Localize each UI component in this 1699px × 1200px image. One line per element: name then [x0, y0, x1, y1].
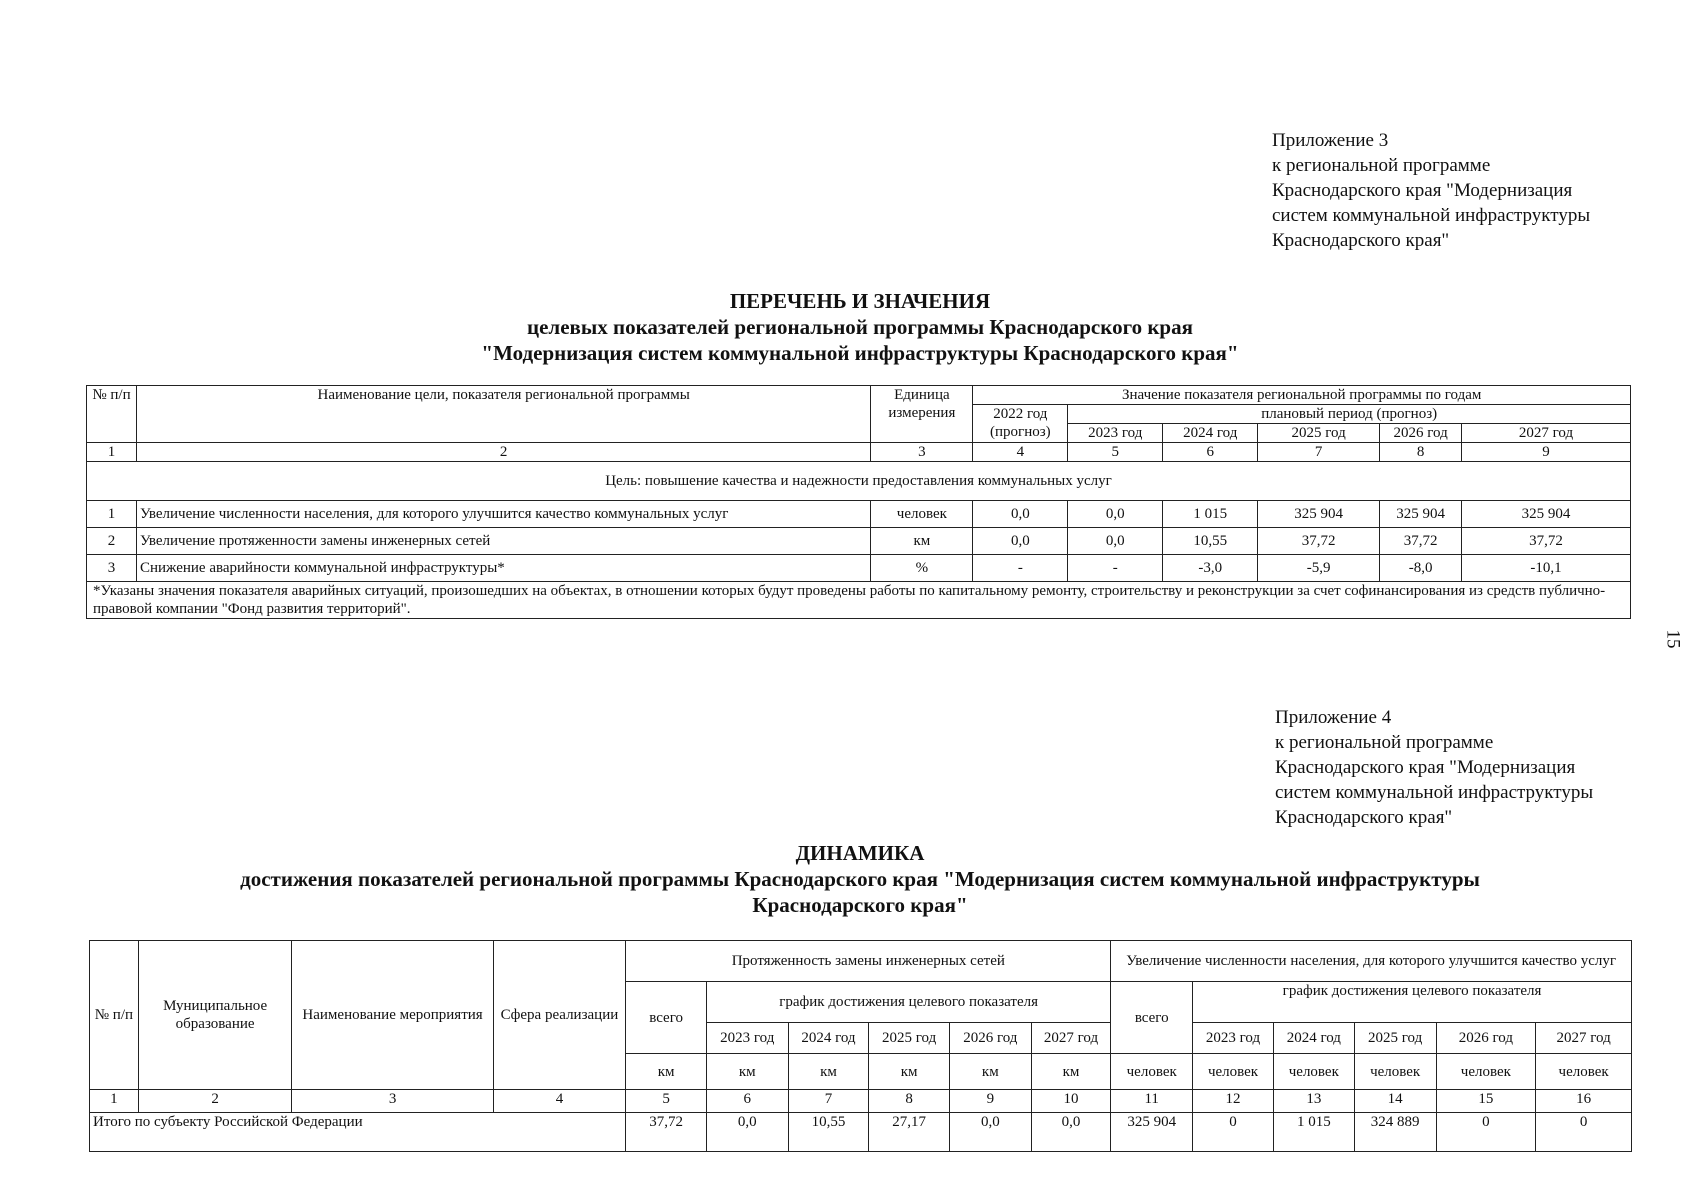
- row-value: -10,1: [1462, 555, 1631, 582]
- appendix-line: к региональной программе: [1272, 155, 1491, 176]
- row-value: -: [1068, 555, 1163, 582]
- appendix-line: систем коммунальной инфраструктуры: [1275, 782, 1594, 803]
- header-unit: Единица измерения: [871, 386, 973, 443]
- unit-people: человек: [1536, 1054, 1632, 1090]
- col-number: 14: [1354, 1090, 1436, 1113]
- col-number: 5: [626, 1090, 707, 1113]
- col-number: 8: [869, 1090, 950, 1113]
- row-value: 0,0: [1068, 501, 1163, 528]
- header-length: Протяженность замены инженерных сетей: [626, 941, 1111, 982]
- header-municipality: Муниципальное образование: [138, 941, 292, 1090]
- appendix-3-header: [1272, 128, 1590, 253]
- col-number: 4: [973, 443, 1068, 462]
- unit-people: человек: [1436, 1054, 1536, 1090]
- header-year: 2026 год: [1380, 424, 1462, 443]
- col-number: 6: [706, 1090, 788, 1113]
- total-label: Итого по субъекту Российской Федерации: [90, 1113, 626, 1152]
- table-row: [87, 528, 1631, 555]
- header-year: 2027 год: [1462, 424, 1631, 443]
- total-value: 37,72: [626, 1113, 707, 1152]
- col-number: 6: [1163, 443, 1258, 462]
- title-2-line-1: ДИНАМИКА: [795, 841, 925, 865]
- row-value: 0,0: [973, 528, 1068, 555]
- col-number: 9: [949, 1090, 1031, 1113]
- title-1-line-3: "Модернизация систем коммунальной инфраструктуры Краснодарского края": [481, 341, 1239, 365]
- table-row: [90, 1113, 1632, 1152]
- title-1-line-2: целевых показателей региональной программы Краснодарского края: [527, 315, 1193, 339]
- total-value: 10,55: [788, 1113, 869, 1152]
- col-number: 13: [1273, 1090, 1354, 1113]
- col-number: 1: [87, 443, 137, 462]
- row-unit: %: [871, 555, 973, 582]
- row-unit: человек: [871, 501, 973, 528]
- col-number: 2: [138, 1090, 292, 1113]
- footnote: *Указаны значения показателя аварийных ситуаций, произошедших на объектах, в отношении которых будут проведены работы по капитальному ремонту, строительству и реконструкции за счет софинансирования из средств публично-правовой компании "Фонд развития территорий".: [87, 582, 1631, 619]
- title-1-line-1: ПЕРЕЧЕНЬ И ЗНАЧЕНИЯ: [729, 289, 991, 313]
- header-total-people: всего: [1111, 982, 1193, 1054]
- header-year: 2025 год: [1354, 1023, 1436, 1054]
- row-number: 2: [87, 528, 137, 555]
- col-number: 3: [292, 1090, 493, 1113]
- header-sphere: Сфера реализации: [493, 941, 626, 1090]
- row-number: 3: [87, 555, 137, 582]
- unit-km: км: [788, 1054, 869, 1090]
- col-number: 5: [1068, 443, 1163, 462]
- appendix-line: Краснодарского края "Модернизация: [1272, 180, 1573, 201]
- row-unit: км: [871, 528, 973, 555]
- appendix-line: Краснодарского края "Модернизация: [1275, 757, 1576, 778]
- header-year: 2025 год: [869, 1023, 950, 1054]
- appendix-line: Приложение 3: [1272, 130, 1389, 151]
- col-number: 7: [788, 1090, 869, 1113]
- row-value: 325 904: [1462, 501, 1631, 528]
- header-population: Увеличение численности населения, для которого улучшится качество услуг: [1111, 941, 1632, 982]
- appendix-line: к региональной программе: [1275, 732, 1494, 753]
- col-number: 11: [1111, 1090, 1193, 1113]
- col-number: 10: [1031, 1090, 1111, 1113]
- unit-km: км: [626, 1054, 707, 1090]
- appendix-line: Краснодарского края": [1275, 807, 1453, 828]
- row-number: 1: [87, 501, 137, 528]
- col-number: 9: [1462, 443, 1631, 462]
- row-value: -5,9: [1258, 555, 1380, 582]
- header-schedule-people: график достижения целевого показателя: [1193, 982, 1632, 1023]
- appendix-line: Краснодарского края": [1272, 230, 1450, 251]
- header-no: № п/п: [90, 941, 139, 1090]
- header-year: 2024 год: [788, 1023, 869, 1054]
- header-year: 2024 год: [1273, 1023, 1354, 1054]
- header-year: 2023 год: [1068, 424, 1163, 443]
- total-value: 27,17: [869, 1113, 950, 1152]
- unit-people: человек: [1273, 1054, 1354, 1090]
- row-value: -3,0: [1163, 555, 1258, 582]
- row-name: Увеличение численности населения, для которого улучшится качество коммунальных услуг: [136, 501, 870, 528]
- total-value: 0: [1193, 1113, 1274, 1152]
- total-value: 0,0: [949, 1113, 1031, 1152]
- header-year: 2026 год: [949, 1023, 1031, 1054]
- unit-people: человек: [1111, 1054, 1193, 1090]
- row-value: 0,0: [973, 501, 1068, 528]
- row-value: 37,72: [1380, 528, 1462, 555]
- unit-km: км: [706, 1054, 788, 1090]
- unit-km: км: [869, 1054, 950, 1090]
- col-number: 15: [1436, 1090, 1536, 1113]
- unit-km: км: [949, 1054, 1031, 1090]
- header-name: Наименование цели, показателя региональной программы: [136, 386, 870, 443]
- row-value: 0,0: [1068, 528, 1163, 555]
- col-number: 2: [136, 443, 870, 462]
- total-value: 0,0: [706, 1113, 788, 1152]
- header-year: 2024 год: [1163, 424, 1258, 443]
- appendix-line: Приложение 4: [1275, 707, 1392, 728]
- header-no: № п/п: [87, 386, 137, 443]
- appendix-4-header: [1275, 705, 1593, 830]
- row-value: 325 904: [1258, 501, 1380, 528]
- col-number: 1: [90, 1090, 139, 1113]
- header-year: 2025 год: [1258, 424, 1380, 443]
- row-value: 325 904: [1380, 501, 1462, 528]
- col-number: 3: [871, 443, 973, 462]
- total-value: 325 904: [1111, 1113, 1193, 1152]
- header-year: 2027 год: [1536, 1023, 1632, 1054]
- header-plan: плановый период (прогноз): [1068, 405, 1631, 424]
- page-number: 15: [1662, 629, 1684, 649]
- title-2-line-3: Краснодарского края": [752, 893, 968, 917]
- header-total-km: всего: [626, 982, 707, 1054]
- unit-people: человек: [1193, 1054, 1274, 1090]
- total-value: 324 889: [1354, 1113, 1436, 1152]
- dynamics-table: [89, 940, 1632, 1152]
- title-2-line-2: достижения показателей региональной программы Краснодарского края "Модернизация систем коммунальной инфраструктуры: [240, 867, 1480, 891]
- unit-km: км: [1031, 1054, 1111, 1090]
- col-number: 7: [1258, 443, 1380, 462]
- header-year: 2027 год: [1031, 1023, 1111, 1054]
- title-1: [300, 288, 1420, 366]
- header-event: Наименование мероприятия: [292, 941, 493, 1090]
- header-values: Значение показателя региональной программы по годам: [973, 386, 1631, 405]
- header-year: 2023 год: [706, 1023, 788, 1054]
- table-row: [87, 555, 1631, 582]
- row-name: Увеличение протяженности замены инженерных сетей: [136, 528, 870, 555]
- row-value: -8,0: [1380, 555, 1462, 582]
- col-number: 8: [1380, 443, 1462, 462]
- total-value: 0: [1536, 1113, 1632, 1152]
- header-schedule-km: график достижения целевого показателя: [706, 982, 1110, 1023]
- row-value: 10,55: [1163, 528, 1258, 555]
- row-name: Снижение аварийности коммунальной инфраструктуры*: [136, 555, 870, 582]
- row-value: 1 015: [1163, 501, 1258, 528]
- table-row: [87, 501, 1631, 528]
- row-value: -: [973, 555, 1068, 582]
- total-value: 1 015: [1273, 1113, 1354, 1152]
- header-year: 2026 год: [1436, 1023, 1536, 1054]
- total-value: 0,0: [1031, 1113, 1111, 1152]
- appendix-line: систем коммунальной инфраструктуры: [1272, 205, 1591, 226]
- unit-people: человек: [1354, 1054, 1436, 1090]
- col-number: 16: [1536, 1090, 1632, 1113]
- title-2: [90, 840, 1630, 918]
- col-number: 4: [493, 1090, 626, 1113]
- col-number: 12: [1193, 1090, 1274, 1113]
- row-value: 37,72: [1258, 528, 1380, 555]
- header-2022: 2022 год (прогноз): [973, 405, 1068, 443]
- goal-row: Цель: повышение качества и надежности предоставления коммунальных услуг: [87, 462, 1631, 501]
- total-value: 0: [1436, 1113, 1536, 1152]
- indicators-table: [86, 385, 1631, 619]
- row-value: 37,72: [1462, 528, 1631, 555]
- header-year: 2023 год: [1193, 1023, 1274, 1054]
